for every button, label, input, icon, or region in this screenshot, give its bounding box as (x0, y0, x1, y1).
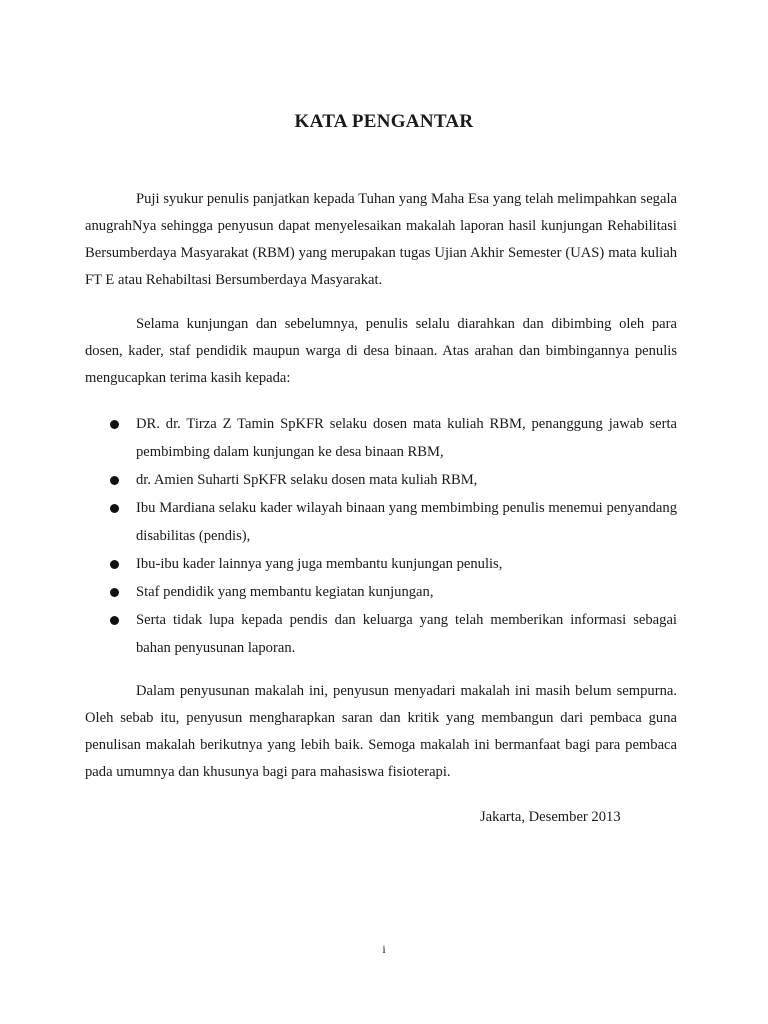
bullet-icon (110, 420, 119, 429)
paragraph-text: Puji syukur penulis panjatkan kepada Tuhan yang Maha Esa yang telah melimpahkan segala anugrahNya sehingga penyusun dapat menyelesaikan makalah laporan hasil kunjungan Rehabilitasi Bersumberdaya Masyarakat (RBM) yang merupakan tugas Ujian Akhir Semester (UAS) mata kuliah FT E atau Rehabiltasi Bersumberdaya Masyarakat. (85, 191, 677, 288)
acknowledgement-list (108, 410, 677, 662)
list-item (108, 578, 677, 606)
bullet-icon (110, 560, 119, 569)
paragraph-intro (85, 186, 677, 294)
list-item (108, 494, 677, 550)
paragraph-closing (85, 678, 677, 786)
list-item (108, 466, 677, 494)
page-number: i (382, 942, 386, 956)
bullet-icon (110, 616, 119, 625)
signoff-place-date: Jakarta, Desember 2013 (480, 809, 621, 825)
bullet-icon (110, 504, 119, 513)
list-item-text: Staf pendidik yang membantu kegiatan kunjungan, (136, 584, 434, 600)
bullet-icon (110, 476, 119, 485)
list-item (108, 410, 677, 466)
bullet-icon (110, 588, 119, 597)
list-item-text: dr. Amien Suharti SpKFR selaku dosen mata kuliah RBM, (136, 472, 478, 488)
list-item (108, 550, 677, 578)
paragraph-text: Selama kunjungan dan sebelumnya, penulis selalu diarahkan dan dibimbing oleh para dosen, kader, staf pendidik maupun warga di desa binaan. Atas arahan dan bimbingannya penulis mengucapkan terima kasih kepada: (85, 316, 677, 386)
paragraph-guidance (85, 311, 677, 392)
list-item (108, 606, 677, 662)
page-title: KATA PENGANTAR (294, 111, 474, 132)
paragraph-text: Dalam penyusunan makalah ini, penyusun menyadari makalah ini masih belum sempurna. Oleh sebab itu, penyusun mengharapkan saran dan kritik yang membangun dari pembaca guna penulisan makalah berikutnya yang lebih baik. Semoga makalah ini bermanfaat bagi para pembaca pada umumnya dan khusunya bagi para mahasiswa fisioterapi. (85, 683, 677, 780)
list-item-text: Ibu-ibu kader lainnya yang juga membantu kunjungan penulis, (136, 556, 503, 572)
list-item-text: Serta tidak lupa kepada pendis dan keluarga yang telah memberikan informasi sebagai bahan penyusunan laporan. (136, 612, 677, 656)
list-item-text: DR. dr. Tirza Z Tamin SpKFR selaku dosen mata kuliah RBM, penanggung jawab serta pembimbing dalam kunjungan ke desa binaan RBM, (136, 416, 677, 460)
list-item-text: Ibu Mardiana selaku kader wilayah binaan yang membimbing penulis menemui penyandang disabilitas (pendis), (136, 500, 677, 544)
